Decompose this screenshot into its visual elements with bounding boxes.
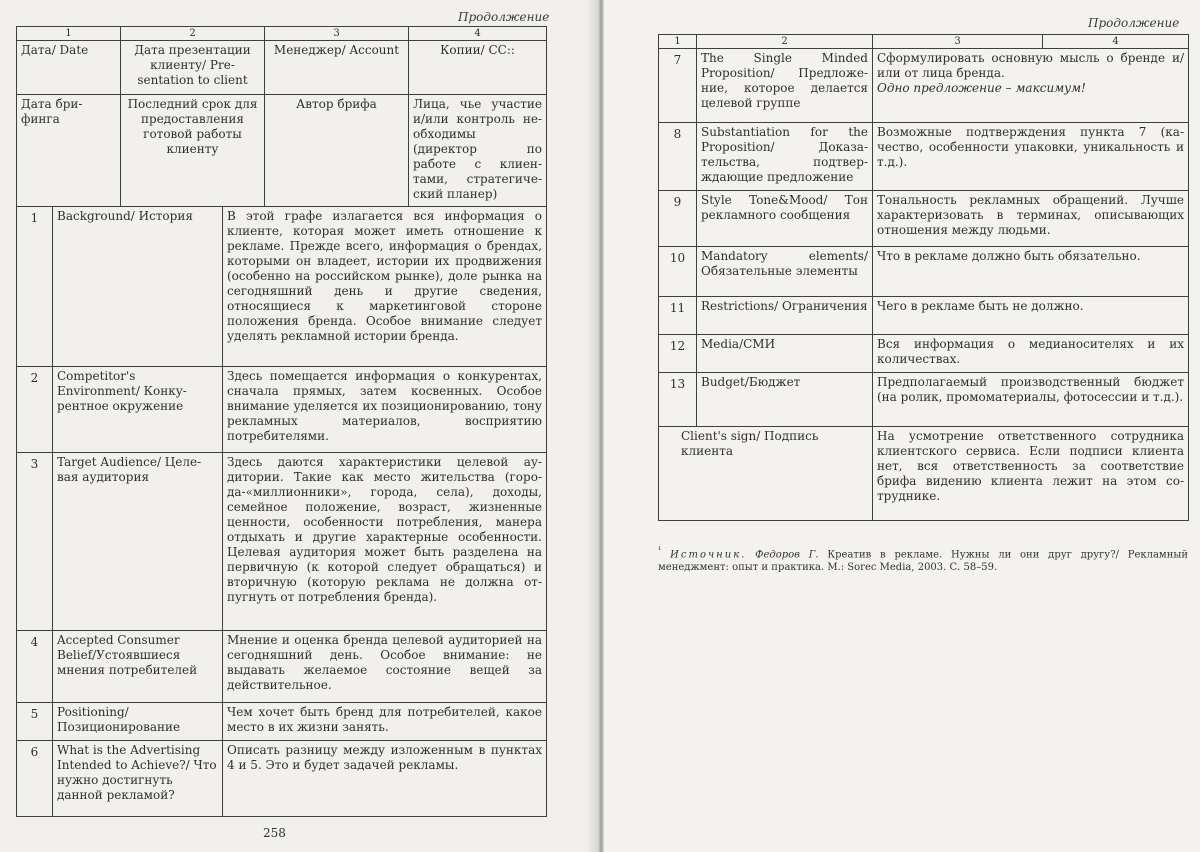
row-number: 1 bbox=[17, 207, 53, 367]
table-cell: Менеджер/ Account bbox=[265, 41, 409, 95]
signature-row bbox=[659, 427, 1189, 521]
row-name: Restrictions/ Ограничения bbox=[697, 297, 873, 335]
row-number: 3 bbox=[17, 453, 53, 631]
table-cell: Лица, чье участие и/или контроль необходимы (директор по работе с клиентами, стратегический планер) bbox=[409, 95, 547, 207]
row-name: Background/ История bbox=[53, 207, 223, 367]
left-page bbox=[0, 0, 598, 852]
page-number: 258 bbox=[263, 826, 286, 840]
footnote-text: Креатив в рекламе. Нужны ли они друг другу?/ Рекламный менеджмент: опыт и практика. М.: Sorec Media, 2003. С. 58–59. bbox=[658, 549, 1188, 574]
row-name: Style Tone&Mood/ Тон рекламного сообщения bbox=[697, 191, 873, 247]
col-header: 1 bbox=[659, 35, 697, 49]
table-row bbox=[17, 631, 547, 703]
footnote-marker: ¹ bbox=[658, 545, 662, 555]
row-number: 13 bbox=[659, 373, 697, 427]
table-row bbox=[17, 453, 547, 631]
row-description-text: Сформулировать основную мысль о бренде и/или от лица бренда. bbox=[877, 51, 1184, 80]
table-row bbox=[659, 297, 1189, 335]
continuation-label: Продолжение bbox=[458, 10, 550, 24]
footnote-label: Источник. bbox=[670, 549, 747, 561]
table-row bbox=[659, 247, 1189, 297]
row-number: 5 bbox=[17, 703, 53, 741]
col-header: 2 bbox=[697, 35, 873, 49]
table-row bbox=[17, 367, 547, 453]
table-cell: Автор брифа bbox=[265, 95, 409, 207]
row-name: Target Audience/ Целевая аудитория bbox=[53, 453, 223, 631]
table-row bbox=[17, 41, 547, 95]
row-description: Описать разницу между изложенным в пунктах 4 и 5. Это и будет задачей рекламы. bbox=[223, 741, 547, 817]
row-number: 11 bbox=[659, 297, 697, 335]
row-number: 2 bbox=[17, 367, 53, 453]
col-header: 4 bbox=[1043, 35, 1189, 49]
table-row bbox=[659, 191, 1189, 247]
table-row bbox=[659, 335, 1189, 373]
brief-table-left bbox=[16, 26, 547, 207]
row-number: 10 bbox=[659, 247, 697, 297]
row-description: Вся информация о медианосителях и их количествах. bbox=[873, 335, 1189, 373]
row-number: 6 bbox=[17, 741, 53, 817]
table-cell: Копии/ CC:: bbox=[409, 41, 547, 95]
column-header-row bbox=[17, 27, 547, 41]
col-header: 3 bbox=[873, 35, 1043, 49]
row-description: Что в рекламе должно быть обязательно. bbox=[873, 247, 1189, 297]
row-number: 8 bbox=[659, 123, 697, 191]
table-row bbox=[17, 741, 547, 817]
row-name: Media/СМИ bbox=[697, 335, 873, 373]
table-row bbox=[659, 49, 1189, 123]
row-description: В этой графе излагается вся информация о клиенте, которая может иметь отношение к рекламе. Прежде всего, информация о брендах, которыми он владеет, истории их продвижения (особенно на российском рынке), доле рынка на сегодняшний день и другие сведения, относящиеся к маркетинговой стороне положения бренда. Особое внимание следует уделять рекламной истории бренда. bbox=[223, 207, 547, 367]
row-name: Budget/Бюджет bbox=[697, 373, 873, 427]
row-description: Чего в рекламе быть не должно. bbox=[873, 297, 1189, 335]
row-description: Здесь помещается информация о конкурентах, сначала прямых, затем косвенных. Особое внимание уделяется их позиционированию, тону рекламных материалов, восприятию потребителями. bbox=[223, 367, 547, 453]
row-number: 7 bbox=[659, 49, 697, 123]
footnote bbox=[658, 544, 1188, 574]
row-name: Substantiation for the Proposition/ Доказательства, подтверждающие предложение bbox=[697, 123, 873, 191]
row-name: Mandatory elements/ Обязательные элементы bbox=[697, 247, 873, 297]
row-number: 9 bbox=[659, 191, 697, 247]
brief-items-table-right bbox=[658, 34, 1189, 521]
table-row bbox=[659, 123, 1189, 191]
row-description bbox=[873, 49, 1189, 123]
table-row bbox=[17, 207, 547, 367]
row-name: Accepted Consumer Belief/Устоявшиеся мнения потребителей bbox=[53, 631, 223, 703]
col-header: 4 bbox=[409, 27, 547, 41]
footnote-author: Федоров Г. bbox=[755, 549, 819, 561]
row-name: What is the Advertising Intended to Achieve?/ Что нужно достигнуть данной рекламой? bbox=[53, 741, 223, 817]
table-cell: Последний срок для предоставления готовой работы клиенту bbox=[121, 95, 265, 207]
signature-description: На усмотрение ответственного сотрудника клиентского сервиса. Если подписи клиента нет, вся ответственность за соответствие брифа видению клиента лежит на этом сотруднике. bbox=[873, 427, 1189, 521]
signature-label: Client's sign/ Подпись клиента bbox=[659, 427, 873, 521]
col-header: 3 bbox=[265, 27, 409, 41]
table-row bbox=[659, 373, 1189, 427]
row-description: Здесь даются характеристики целевой аудитории. Такие как место жительства (города-«миллионники», города, села), доходы, семейное положение, возраст, жизненные ценности, особенности потребления, манера отдыхать и другие характерные особенности. Целевая аудитория может быть разделена на первичную (к которой следует обращаться) и вторичную (которую реклама не должна отпугнуть от потребления бренда). bbox=[223, 453, 547, 631]
row-description: Тональность рекламных обращений. Лучше характеризовать в терминах, описывающих отношения между людьми. bbox=[873, 191, 1189, 247]
table-cell: Дата презентации клиенту/ Presentation to client bbox=[121, 41, 265, 95]
right-page bbox=[604, 0, 1200, 852]
table-cell: Дата брифинга bbox=[17, 95, 121, 207]
table-row bbox=[17, 703, 547, 741]
table-cell: Дата/ Date bbox=[17, 41, 121, 95]
row-description: Чем хочет быть бренд для потребителей, какое место в их жизни занять. bbox=[223, 703, 547, 741]
row-name: Competitor's Environment/ Конкурентное окружение bbox=[53, 367, 223, 453]
row-name: The Single Minded Proposition/ Предложение, которое делается целевой группе bbox=[697, 49, 873, 123]
row-description: Возможные подтверждения пункта 7 (качество, особенности упаковки, уникальность и т.д.). bbox=[873, 123, 1189, 191]
col-header: 1 bbox=[17, 27, 121, 41]
row-name: Positioning/ Позиционирование bbox=[53, 703, 223, 741]
row-description: Предполагаемый производственный бюджет (на ролик, промоматериалы, фотосессии и т.д.). bbox=[873, 373, 1189, 427]
row-number: 12 bbox=[659, 335, 697, 373]
continuation-label: Продолжение bbox=[1088, 16, 1180, 30]
table-row bbox=[17, 95, 547, 207]
row-description-note: Одно предложение – максимум! bbox=[877, 81, 1086, 95]
row-description: Мнение и оценка бренда целевой аудиторией на сегодняшний день. Особое внимание: не выдавать желаемое состояние вещей за действительное. bbox=[223, 631, 547, 703]
col-header: 2 bbox=[121, 27, 265, 41]
row-number: 4 bbox=[17, 631, 53, 703]
column-header-row bbox=[659, 35, 1189, 49]
brief-items-table-left bbox=[16, 206, 547, 817]
